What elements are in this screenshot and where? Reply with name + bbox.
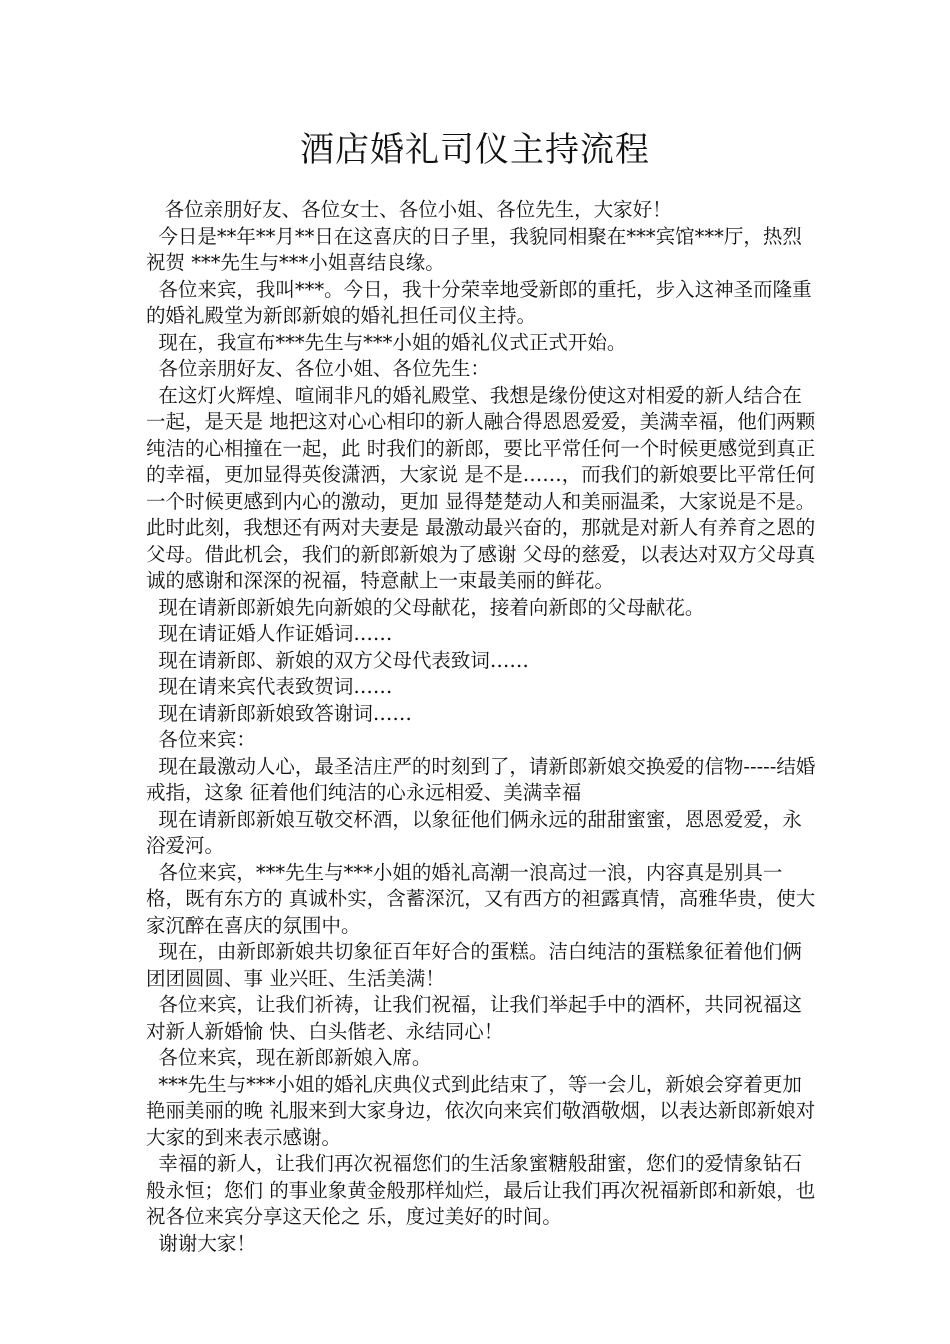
paragraph: 各位来宾，***先生与***小姐的婚礼高潮一浪高过一浪，内容真是别具一格，既有东方的 真诚朴实，含蓄深沉，又有西方的袒露真情，高雅华贵，使大家沉醉在喜庆的氛围中。 <box>146 860 816 937</box>
paragraph: 各位亲朋好友、各位小姐、各位先生： <box>146 357 490 380</box>
document-body <box>146 197 818 1257</box>
paragraph: 现在，由新郎新娘共切象征百年好合的蛋糕。洁白纯洁的蛋糕象征着他们俩团团圆圆、事 业兴旺、生活美满！ <box>146 940 802 990</box>
paragraph: 各位来宾，我叫***。今日，我十分荣幸地受新郎的重托，步入这神圣而隆重的婚礼殿堂为新郎新娘的婚礼担任司仪主持。 <box>146 277 812 327</box>
paragraph: 现在请新郎新娘致答谢词…… <box>146 701 412 725</box>
document-title: 酒店婚礼司仪主持流程 <box>300 130 650 170</box>
paragraph: 各位来宾，让我们祈祷，让我们祝福，让我们举起手中的酒杯，共同祝福这对新人新婚愉 快、白头偕老、永结同心！ <box>146 993 802 1043</box>
paragraph: 现在请新郎新娘先向新娘的父母献花，接着向新郎的父母献花。 <box>146 595 705 619</box>
paragraph: 谢谢大家！ <box>146 1231 256 1255</box>
paragraph: 现在，我宣布***先生与***小姐的婚礼仪式正式开始。 <box>146 330 627 354</box>
paragraph: 各位来宾，现在新郎新娘入席。 <box>146 1046 432 1069</box>
paragraph: 现在请新郎新娘互敬交杯酒，以象征他们俩永远的甜甜蜜蜜，恩恩爱爱，永浴爱河。 <box>146 807 802 857</box>
paragraph: 现在最激动人心，最圣洁庄严的时刻到了，请新郎新娘交换爱的信物-----结婚戒指，这象 征着他们纯洁的心永远相爱、美满幸福 <box>146 754 816 804</box>
paragraph: 今日是**年**月**日在这喜庆的日子里，我貌同相聚在***宾馆***厅，热烈祝贺 ***先生与***小姐喜结良缘。 <box>146 224 802 274</box>
paragraph: 现在请新郎、新娘的双方父母代表致词…… <box>146 648 529 672</box>
paragraph: 在这灯火辉煌、喧闹非凡的婚礼殿堂、我想是缘份使这对相爱的新人结合在一起，是天是 地把这对心心相印的新人融合得恩恩爱爱，美满幸福，他们两颗纯洁的心相撞在一起，此 时我们的新郎，要比平常任何一个时候更感觉到真正的幸福，更加显得英俊潇洒，大家说 是不是……，而我们的新娘要比平常任何一个时候更感到内心的激动，更加 显得楚楚动人和美丽温柔，大家说是不是。此时此刻，我想还有两对夫妻是 最激动最兴奋的，那就是对新人有养育之恩的父母。借此机会，我们的新郎新娘为了感谢 父母的慈爱，以表达对双方父母真诚的感谢和深深的祝福，特意献上一束最美丽的鲜花。 <box>146 383 816 592</box>
paragraph: 幸福的新人，让我们再次祝福您们的生活象蜜糖般甜蜜，您们的爱情象钻石般永恒；您们 的事业象黄金般那样灿烂，最后让我们再次祝福新郎和新娘，也祝各位来宾分享这天伦之 乐，度过美好的时间。 <box>146 1152 816 1228</box>
paragraph: ***先生与***小姐的婚礼庆典仪式到此结束了，等一会儿，新娘会穿着更加艳丽美丽的晚 礼服来到大家身边，依次向来宾们敬酒敬烟，以表达新郎新娘对大家的到来表示感谢。 <box>146 1072 816 1149</box>
paragraph: 现在请来宾代表致贺词…… <box>146 675 393 698</box>
paragraph: 各位来宾： <box>146 728 256 751</box>
paragraph: 现在请证婚人作证婚词…… <box>146 622 393 645</box>
paragraph: 各位亲朋好友、各位女士、各位小姐、各位先生，大家好！ <box>146 198 672 221</box>
